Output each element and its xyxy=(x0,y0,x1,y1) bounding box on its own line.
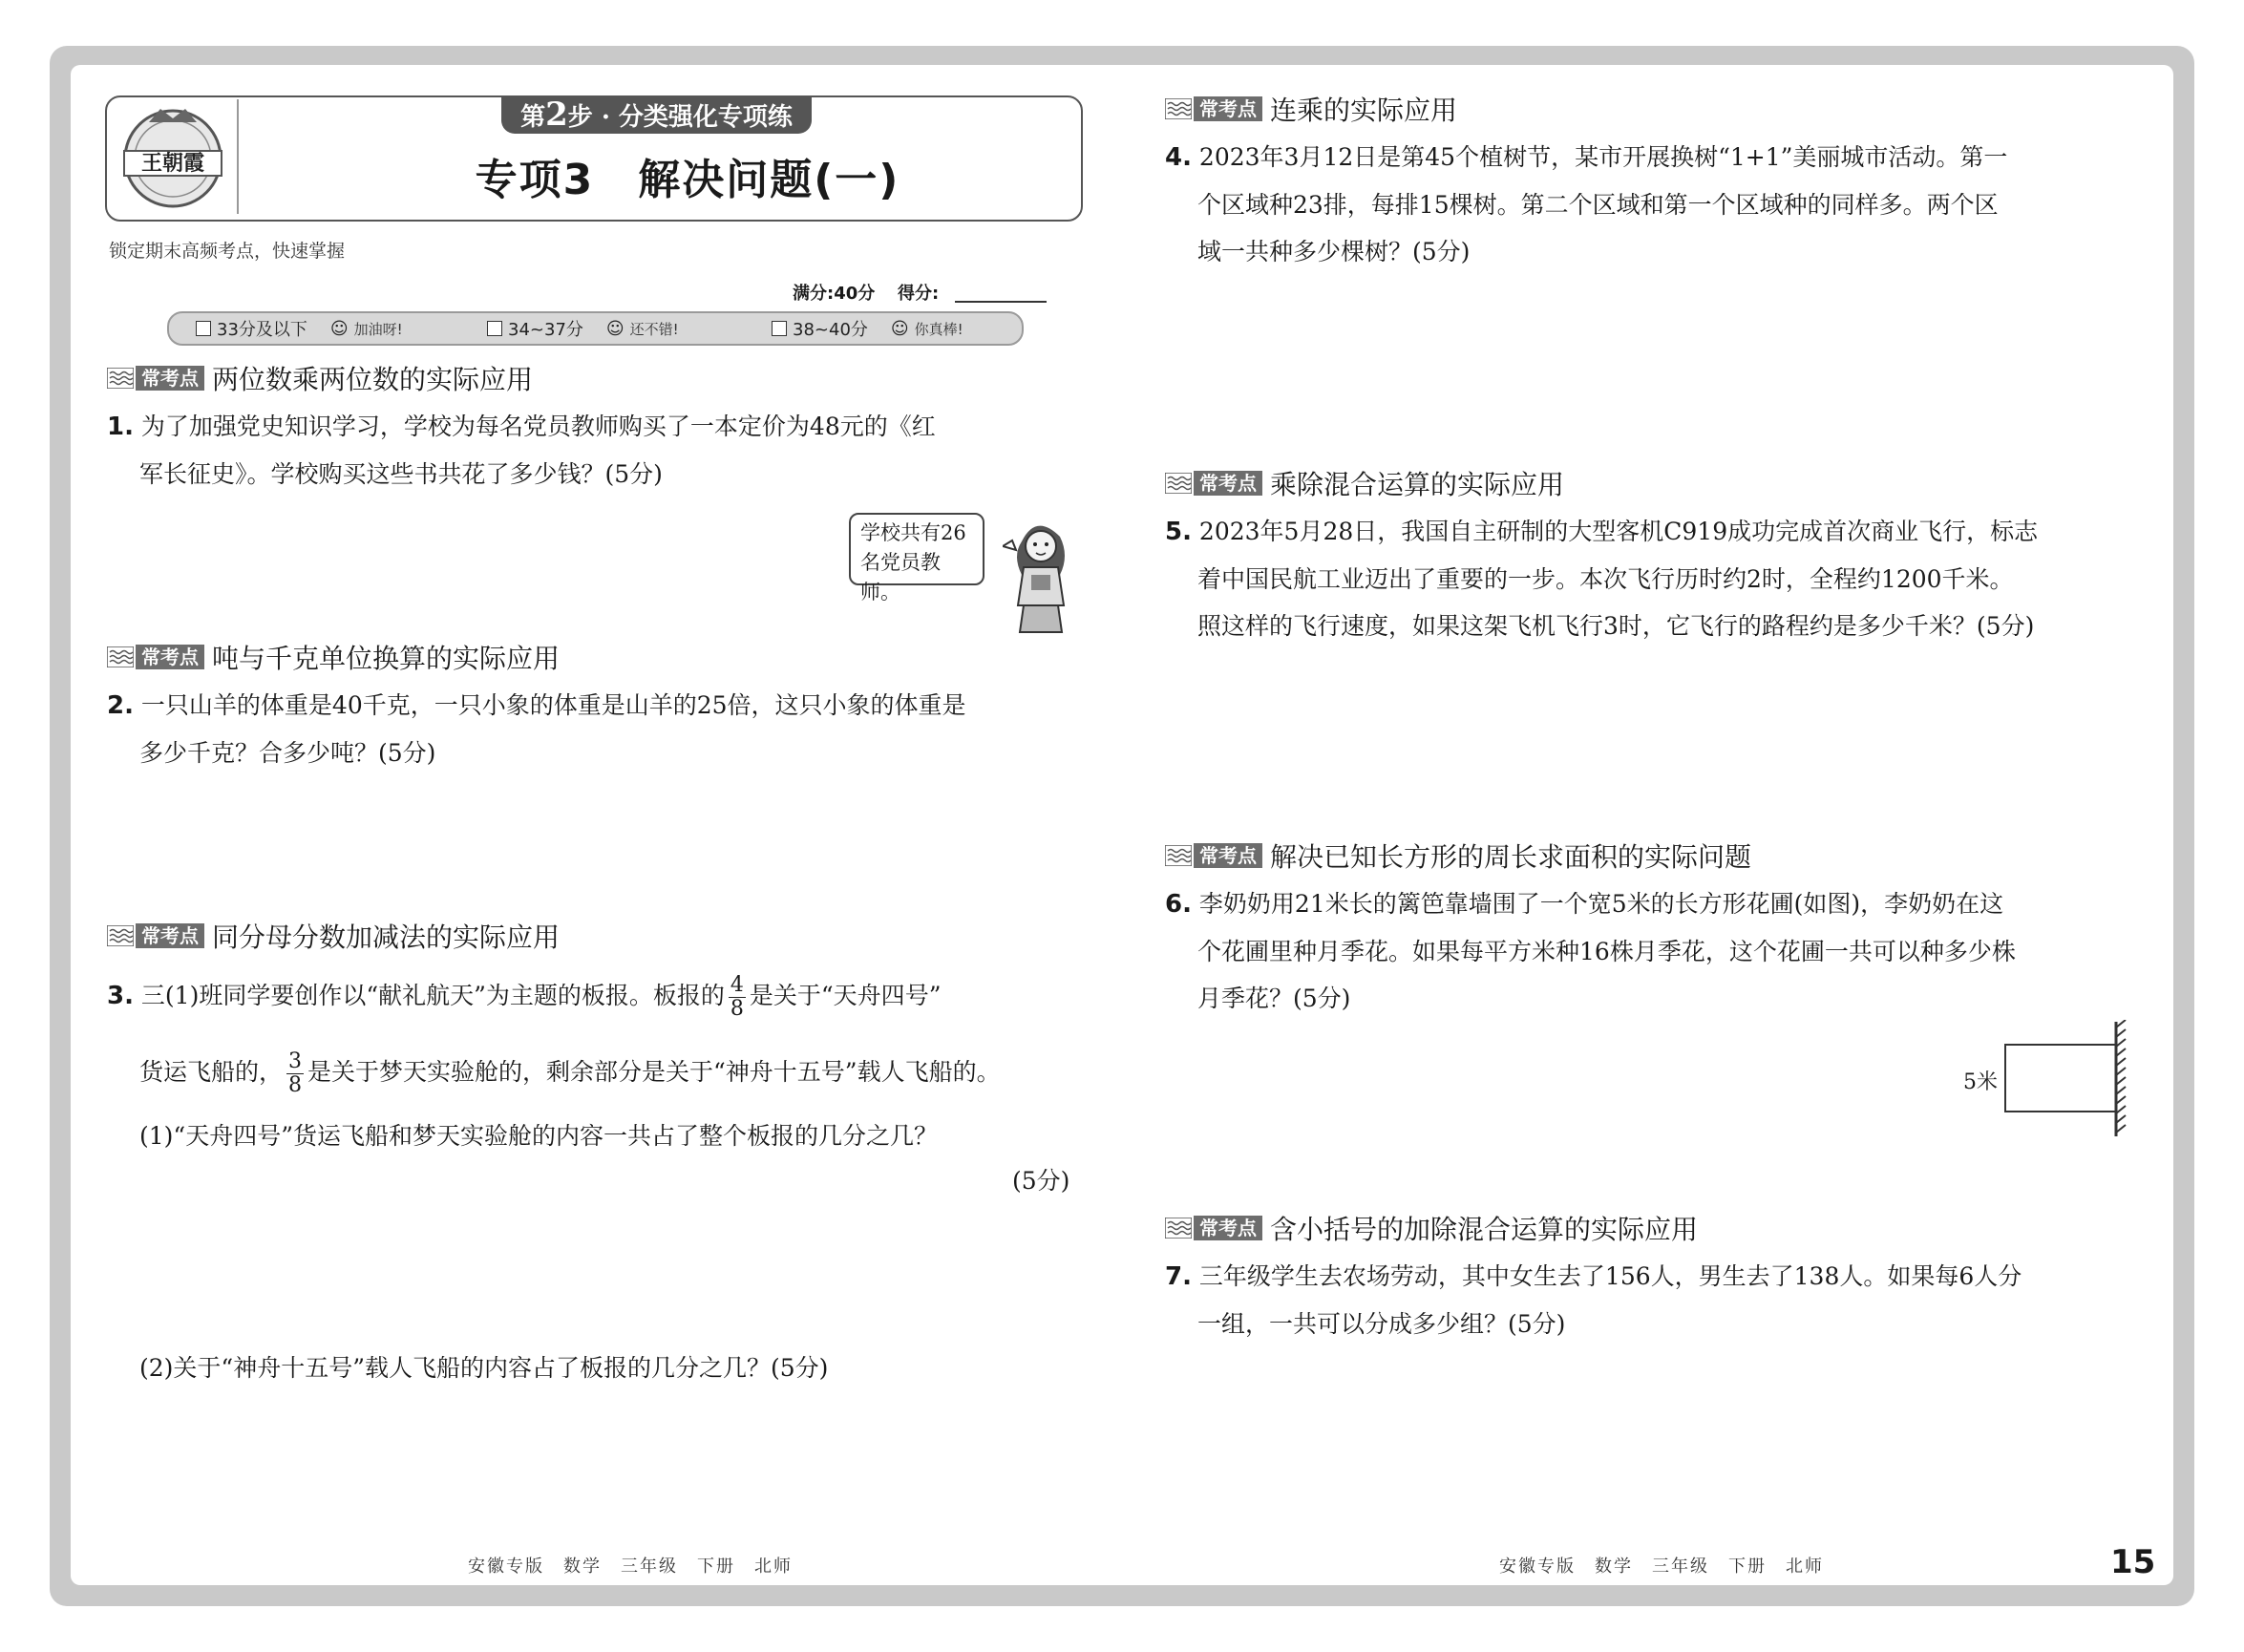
topic-tag-label: 常考点 xyxy=(136,645,204,669)
score-blank[interactable] xyxy=(955,301,1047,303)
topic-tag-1 xyxy=(107,364,534,395)
garden-figure xyxy=(1996,1020,2129,1138)
question-4 xyxy=(1165,134,2139,275)
svg-text:王朝霞: 王朝霞 xyxy=(140,151,205,176)
question-7 xyxy=(1165,1253,2139,1347)
wave-icon xyxy=(1165,473,1192,494)
topic-tag-6 xyxy=(1165,841,1752,873)
question-number: 7. xyxy=(1165,1262,1192,1291)
smile-icon: ☺ xyxy=(329,318,349,339)
question-text: 2023年5月28日，我国自主研制的大型客机C919成功完成首次商业飞行，标志 xyxy=(1198,518,2039,545)
page-number: 15 xyxy=(2110,1543,2156,1581)
question-text: 个区域种23排，每排15棵树。第二个区域和第一个区域种的同样多。两个区 xyxy=(1197,191,1999,219)
fraction-numerator: 4 xyxy=(730,973,744,997)
wave-icon xyxy=(1165,98,1192,119)
topic-tag-label: 常考点 xyxy=(1194,1216,1262,1240)
band-comment-2: 还不错! xyxy=(629,320,679,338)
topic-tag-7 xyxy=(1165,1214,1699,1245)
question-text: 三年级学生去农场劳动，其中女生去了156人，男生去了138人。如果每6人分 xyxy=(1198,1262,2022,1290)
question-1 xyxy=(107,403,1081,498)
page-title: 专项3 解决问题(一) xyxy=(475,156,900,204)
band-item-2 xyxy=(487,316,679,341)
question-text: 一只山羊的体重是40千克，一只小象的体重是山羊的25倍，这只小象的体重是 xyxy=(140,691,966,719)
topic-tag-5 xyxy=(1165,469,1565,500)
step-tab xyxy=(501,95,812,134)
topic-tag-label: 常考点 xyxy=(136,923,204,948)
question-number: 3. xyxy=(107,982,134,1010)
question-text: 军长征史》。学校购买这些书共花了多少钱？(5分) xyxy=(139,460,663,488)
fraction-denominator: 8 xyxy=(730,997,744,1021)
topic-tag-label: 常考点 xyxy=(1194,96,1262,121)
topic-title-3: 同分母分数加减法的实际应用 xyxy=(212,921,561,953)
question-text: 李奶奶用21米长的篱笆靠墙围了一个宽5米的长方形花圃(如图)，李奶奶在这 xyxy=(1198,890,2004,918)
question-5 xyxy=(1165,508,2139,649)
topic-title-5: 乘除混合运算的实际应用 xyxy=(1270,469,1565,500)
question-2 xyxy=(107,682,1081,776)
band-range-1: 33分及以下 xyxy=(217,320,307,340)
subtitle-note: 锁定期末高频考点，快速掌握 xyxy=(109,241,346,262)
topic-tag-2 xyxy=(107,643,561,674)
step-tab-prefix: 第 xyxy=(520,103,546,132)
question-text: 一组，一共可以分成多少组？(5分) xyxy=(1197,1310,1566,1338)
question-text: 是关于“天舟四号” xyxy=(749,982,942,1009)
question-text: 个花圃里种月季花。如果每平方米种16株月季花，这个花圃一共可以种多少株 xyxy=(1197,938,2016,965)
topic-title-2: 吨与千克单位换算的实际应用 xyxy=(212,643,561,674)
band-range-3: 38~40分 xyxy=(793,320,868,340)
fraction-4-8 xyxy=(729,974,746,1021)
question-text: 货运飞船的， xyxy=(139,1058,284,1086)
wave-icon xyxy=(1165,1218,1192,1239)
bubble-text: 学校共有26 xyxy=(860,521,966,544)
fraction-numerator: 3 xyxy=(288,1049,303,1073)
question-number: 5. xyxy=(1165,518,1192,546)
question-text: 多少千克？合多少吨？(5分) xyxy=(139,739,436,767)
question-3-sub2: (2)关于“神舟十五号”载人飞船的内容占了板报的几分之几？(5分) xyxy=(139,1354,829,1382)
band-range-2: 34~37分 xyxy=(508,320,583,340)
band-checkbox-3[interactable] xyxy=(772,321,787,336)
smile-icon: ☺ xyxy=(890,318,909,339)
wave-icon xyxy=(1165,845,1192,866)
question-3 xyxy=(107,972,1090,1021)
topic-tag-label: 常考点 xyxy=(136,366,204,391)
question-text: 着中国民航工业迈出了重要的一步。本次飞行历时约2时，全程约1200千米。 xyxy=(1197,565,2014,593)
question-3-sub1-score: (5分) xyxy=(1012,1167,1070,1195)
question-text: 为了加强党史知识学习，学校为每名党员教师购买了一本定价为48元的《红 xyxy=(140,413,936,440)
figure-width-label: 5米 xyxy=(1963,1070,1998,1094)
topic-tag-label: 常考点 xyxy=(1194,471,1262,496)
step-tab-number: 2 xyxy=(545,95,568,134)
question-text: 三(1)班同学要创作以“献礼航天”为主题的板报。板报的 xyxy=(140,982,725,1009)
band-checkbox-2[interactable] xyxy=(487,321,502,336)
step-tab-suffix: 步 · 分类强化专项练 xyxy=(567,103,793,132)
topic-title-4: 连乘的实际应用 xyxy=(1270,95,1458,126)
footer-right: 安徽专版 数学 三年级 下册 北师 xyxy=(1499,1557,1824,1577)
publisher-logo xyxy=(111,101,235,212)
question-text: 照这样的飞行速度，如果这架飞机飞行3时，它飞行的路程约是多少千米？(5分) xyxy=(1197,612,2035,640)
fraction-denominator: 8 xyxy=(288,1073,303,1097)
fraction-3-8 xyxy=(286,1050,304,1097)
speech-bubble xyxy=(849,513,984,604)
question-number: 1. xyxy=(107,413,134,441)
question-3-line2 xyxy=(139,1048,1094,1097)
wave-icon xyxy=(107,646,134,667)
question-text: 2023年3月12日是第45个植树节，某市开展换树“1+1”美丽城市活动。第一 xyxy=(1198,143,2008,171)
band-checkbox-1[interactable] xyxy=(196,321,211,336)
topic-tag-3 xyxy=(107,921,561,953)
smile-icon: ☺ xyxy=(605,318,625,339)
topic-tag-4 xyxy=(1165,95,1458,126)
bubble-text: 名党员教师。 xyxy=(860,551,941,604)
footer-left: 安徽专版 数学 三年级 下册 北师 xyxy=(468,1557,793,1577)
logo-divider xyxy=(237,99,239,214)
score-label: 得分: xyxy=(898,284,940,304)
wave-icon xyxy=(107,368,134,389)
topic-title-7: 含小括号的加除混合运算的实际应用 xyxy=(1270,1214,1699,1245)
question-number: 2. xyxy=(107,691,134,720)
band-item-1 xyxy=(196,316,403,341)
wave-icon xyxy=(107,925,134,946)
topic-tag-label: 常考点 xyxy=(1194,843,1262,868)
question-text: 域一共种多少棵树？(5分) xyxy=(1197,238,1471,265)
question-6 xyxy=(1165,880,2139,1022)
question-number: 4. xyxy=(1165,143,1192,172)
question-number: 6. xyxy=(1165,890,1192,919)
full-score: 满分:40分 xyxy=(793,284,876,304)
question-text: 是关于梦天实验舱的，剩余部分是关于“神舟十五号”载人飞船的。 xyxy=(307,1058,1001,1086)
topic-title-6: 解决已知长方形的周长求面积的实际问题 xyxy=(1270,841,1752,873)
teacher-illustration xyxy=(1003,508,1079,642)
question-text: 月季花？(5分) xyxy=(1197,985,1351,1012)
topic-title-1: 两位数乘两位数的实际应用 xyxy=(212,364,534,395)
band-comment-1: 加油呀! xyxy=(353,320,403,338)
band-item-3 xyxy=(772,316,963,341)
band-comment-3: 你真棒! xyxy=(914,320,963,338)
question-3-sub1: (1)“天舟四号”货运飞船和梦天实验舱的内容一共占了整个板报的几分之几？ xyxy=(139,1122,938,1150)
